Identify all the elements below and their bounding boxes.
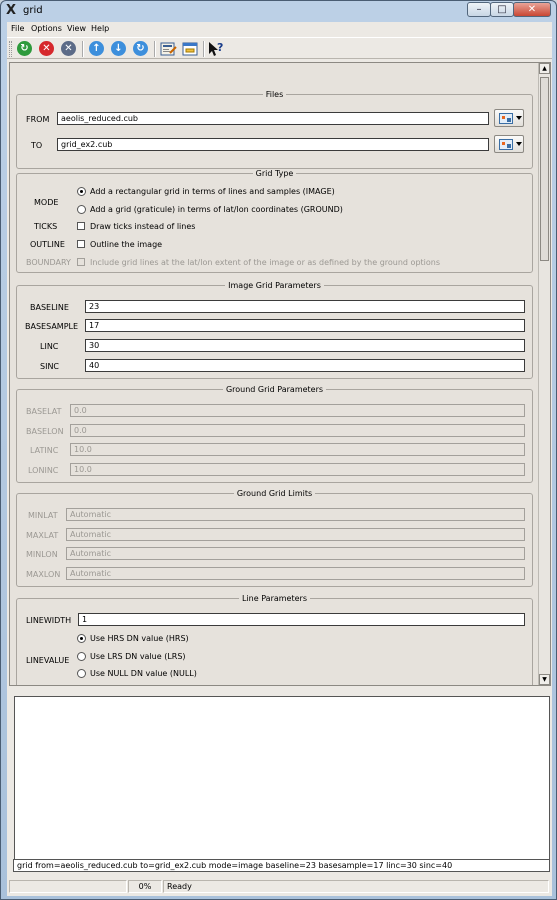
- menu-file[interactable]: File: [11, 24, 25, 33]
- menu-options[interactable]: Options: [31, 24, 62, 33]
- scroll-up-arrow-icon[interactable]: ▲: [539, 63, 550, 74]
- to-browse-button[interactable]: [494, 135, 524, 153]
- progress-indicator: 0%: [128, 880, 162, 893]
- latinc-label: LATINC: [30, 446, 59, 455]
- grid-type-group-title: Grid Type: [253, 169, 297, 178]
- toolbar-separator: [203, 41, 205, 57]
- linewidth-label: LINEWIDTH: [26, 616, 72, 625]
- toolbar-separator: [82, 41, 84, 57]
- linc-label: LINC: [40, 342, 59, 351]
- minlat-label: MINLAT: [28, 511, 58, 520]
- linevalue-hrs-text: Use HRS DN value (HRS): [90, 634, 189, 643]
- ground-grid-group: [16, 385, 533, 483]
- run-button[interactable]: [16, 40, 34, 58]
- baseline-label: BASELINE: [30, 303, 69, 312]
- ticks-text: Draw ticks instead of lines: [90, 222, 196, 231]
- status-message: Ready: [163, 880, 549, 893]
- toolbar-grip[interactable]: [9, 41, 12, 57]
- command-line-display[interactable]: grid from=aeolis_reduced.cub to=grid_ex2.cub mode=image baseline=23 basesample=17 linc=30 sinc=40: [13, 859, 550, 872]
- stop-button[interactable]: [38, 40, 56, 58]
- grid-type-group: [16, 169, 533, 273]
- window-client-area: [7, 22, 552, 896]
- whats-this-button[interactable]: [207, 40, 225, 58]
- files-group-title: Files: [263, 90, 287, 99]
- mode-ground-text: Add a grid (graticule) in terms of lat/lon coordinates (GROUND): [90, 205, 343, 214]
- to-input[interactable]: grid_ex2.cub: [57, 138, 489, 151]
- line-params-group-title: Line Parameters: [239, 594, 310, 603]
- outline-text: Outline the image: [90, 240, 163, 249]
- next-history-icon: ↓: [111, 41, 126, 56]
- linewidth-input[interactable]: 1: [78, 613, 525, 626]
- maxlon-label: MAXLON: [26, 570, 61, 579]
- linevalue-null-text: Use NULL DN value (NULL): [90, 669, 197, 678]
- exit-button[interactable]: [60, 40, 78, 58]
- mode-image-text: Add a rectangular grid in terms of lines and samples (IMAGE): [90, 187, 335, 196]
- menu-help[interactable]: Help: [91, 24, 110, 33]
- baselon-label: BASELON: [26, 427, 64, 436]
- pane-splitter[interactable]: [7, 688, 552, 696]
- next-history-button[interactable]: [110, 40, 128, 58]
- save-parameters-button[interactable]: [159, 40, 177, 58]
- run-icon: ↻: [17, 41, 32, 56]
- ground-grid-group-title: Ground Grid Parameters: [223, 385, 326, 394]
- from-browse-button[interactable]: [494, 109, 524, 127]
- linevalue-lrs-text: Use LRS DN value (LRS): [90, 652, 186, 661]
- linevalue-label: LINEVALUE: [26, 656, 70, 665]
- linevalue-hrs-radio[interactable]: [77, 634, 86, 643]
- line-params-group: [16, 594, 533, 686]
- scroll-down-arrow-icon[interactable]: ▼: [539, 674, 550, 685]
- scroll-thumb[interactable]: [540, 77, 549, 261]
- minlon-input: Automatic: [66, 547, 525, 560]
- loninc-input: 10.0: [70, 463, 525, 476]
- menu-bar: [7, 22, 552, 36]
- linc-input[interactable]: 30: [85, 339, 525, 352]
- ticks-checkbox[interactable]: [77, 222, 85, 230]
- x-icon: X: [6, 3, 17, 18]
- mode-label: MODE: [34, 198, 59, 207]
- files-group: [16, 90, 533, 169]
- status-spacer: [9, 880, 127, 893]
- window-title: grid: [23, 5, 43, 16]
- close-button[interactable]: ✕: [513, 2, 551, 17]
- file-browse-icon: [499, 139, 513, 150]
- image-grid-group-title: Image Grid Parameters: [225, 281, 324, 290]
- mode-image-radio[interactable]: [77, 187, 86, 196]
- reset-icon: ↻: [133, 41, 148, 56]
- log-output-area[interactable]: [14, 696, 550, 870]
- loninc-label: LONINC: [28, 466, 59, 475]
- outline-label: OUTLINE: [30, 240, 65, 249]
- stop-icon: ✕: [39, 41, 54, 56]
- exit-icon: ✕: [61, 41, 76, 56]
- boundary-label: BOUNDARY: [26, 258, 71, 267]
- ground-limits-group: [16, 489, 533, 587]
- boundary-text: Include grid lines at the lat/lon extent of the image or as defined by the ground options: [90, 258, 441, 267]
- maxlat-input: Automatic: [66, 528, 525, 541]
- title-bar[interactable]: [1, 1, 556, 21]
- parameters-scroll-area[interactable]: [9, 62, 551, 686]
- vertical-scrollbar[interactable]: [538, 63, 550, 685]
- ground-limits-group-title: Ground Grid Limits: [234, 489, 315, 498]
- sinc-label: SINC: [40, 362, 60, 371]
- previous-history-button[interactable]: [88, 40, 106, 58]
- save-icon: [159, 40, 177, 58]
- dropdown-arrow-icon: [516, 142, 522, 146]
- dropdown-arrow-icon: [516, 116, 522, 120]
- image-grid-group: [16, 281, 533, 379]
- baselat-label: BASELAT: [26, 407, 62, 416]
- previous-history-icon: ↑: [89, 41, 104, 56]
- toolbar-separator: [154, 41, 156, 57]
- outline-checkbox[interactable]: [77, 240, 85, 248]
- baselon-input: 0.0: [70, 424, 525, 437]
- reset-button[interactable]: [132, 40, 150, 58]
- minimize-button[interactable]: –: [467, 2, 491, 17]
- status-bar: [7, 878, 552, 894]
- mode-ground-radio[interactable]: [77, 205, 86, 214]
- linevalue-null-radio[interactable]: [77, 669, 86, 678]
- toolbar: [7, 37, 552, 59]
- minlon-label: MINLON: [26, 550, 58, 559]
- load-icon: [181, 40, 199, 58]
- maximize-button[interactable]: □: [490, 2, 514, 17]
- maxlon-input: Automatic: [66, 567, 525, 580]
- basesample-label: BASESAMPLE: [25, 322, 79, 331]
- to-label: TO: [31, 141, 43, 150]
- from-input[interactable]: aeolis_reduced.cub: [57, 112, 489, 125]
- maxlat-label: MAXLAT: [26, 531, 59, 540]
- minlat-input: Automatic: [66, 508, 525, 521]
- sinc-input[interactable]: 40: [85, 359, 525, 372]
- linevalue-lrs-radio[interactable]: [77, 652, 86, 661]
- baseline-input[interactable]: 23: [85, 300, 525, 313]
- baselat-input: 0.0: [70, 404, 525, 417]
- from-label: FROM: [26, 115, 50, 124]
- boundary-checkbox: [77, 258, 85, 266]
- basesample-input[interactable]: 17: [85, 319, 525, 332]
- ticks-label: TICKS: [34, 222, 58, 231]
- svg-text:?: ?: [217, 41, 224, 54]
- file-browse-icon: [499, 113, 513, 124]
- latinc-input: 10.0: [70, 443, 525, 456]
- menu-view[interactable]: View: [67, 24, 86, 33]
- whats-this-icon: [207, 40, 225, 58]
- load-parameters-button[interactable]: [181, 40, 199, 58]
